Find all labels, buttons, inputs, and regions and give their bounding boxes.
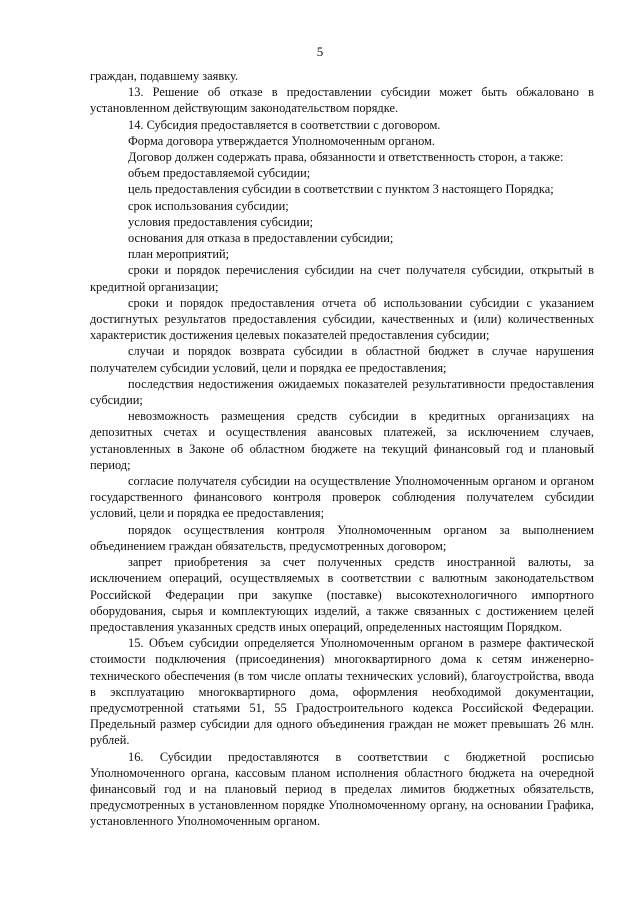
paragraph: 15. Объем субсидии определяется Уполномоченным органом в размере фактической стоимости подключения (присоединения) многоквартирного дома к сетям инженерно-технического обеспечения (в том числе оплаты технических условий), благоустройства, ввода в эксплуатацию многоквартирного дома, оформления необходимой документации, предусмотренной статьями 51, 55 Градостроительного кодекса Российской Федерации. Предельный размер субсидии для одного объединения граждан не может превышать 26 млн. рублей. [90,636,594,748]
paragraph: запрет приобретения за счет полученных средств иностранной валюты, за исключением операций, осуществляемых в соответствии с валютным законодательством Российской Федерации при закупке (поставке) высокотехнологичного импортного оборудования, сырья и комплектующих изделий, а также связанных с достижением целей предоставления указанных средств иных операций, определенных настоящим Порядком. [90,555,594,634]
paragraph: Договор должен содержать права, обязанности и ответственность сторон, а также: [128,150,564,165]
paragraph: условия предоставления субсидии; [128,214,314,229]
paragraph: порядок осуществления контроля Уполномоченным органом за выполнением объединением граждан обязательств, предусмотренных договором; [90,522,594,553]
paragraph: Форма договора утверждается Уполномоченным органом. [128,133,435,148]
paragraph: 13. Решение об отказе в предоставлении субсидии может быть обжаловано в установленном действующим законодательством порядке. [90,85,594,116]
document-body [90,68,594,830]
paragraph: срок использования субсидии; [128,198,289,213]
paragraph: последствия недостижения ожидаемых показателей результативности предоставления субсидии; [90,376,594,408]
paragraph: 16. Субсидии предоставляются в соответствии с бюджетной росписью Уполномоченного органа, кассовым планом исполнения областного бюджета на очередной финансовый год и на плановый период в пределах лимитов бюджетных обязательств, предусмотренных в установленном порядке Уполномоченному органу, на основании Графика, установленного Уполномоченным органом. [90,749,594,829]
paragraph: цель предоставления субсидии в соответствии с пунктом 3 настоящего Порядка; [128,182,554,197]
paragraph: сроки и порядок перечисления субсидии на счет получателя субсидии, открытый в кредитной организации; [90,263,594,294]
paragraph: случаи и порядок возврата субсидии в областной бюджет в случае нарушения получателем субсидии условий, цели и порядка ее предоставления; [90,344,594,375]
paragraph: граждан, подавшему заявку. [90,69,239,83]
paragraph: сроки и порядок предоставления отчета об использовании субсидии с указанием достигнутых результатов предоставления субсидии, качественных и (или) количественных характеристик достижения целевых показателей предоставления субсидии; [90,295,594,343]
paragraph: основания для отказа в предоставлении субсидии; [128,231,394,246]
paragraph: план мероприятий; [128,247,230,262]
page-number: 5 [316,44,324,59]
paragraph: согласие получателя субсидии на осуществление Уполномоченным органом и органом государственного финансового контроля проверок соблюдения получателем субсидии условий, цели и порядка ее предоставления; [90,474,594,521]
paragraph: объем предоставляемой субсидии; [128,166,311,181]
paragraph: невозможность размещения средств субсидии в кредитных организациях на депозитных счетах и осуществления авансовых платежей, за исключением случаев, установленных в Законе об областном бюджете на текущий финансовый год и плановый период; [90,409,594,472]
paragraph: 14. Субсидия предоставляется в соответствии с договором. [128,117,441,132]
